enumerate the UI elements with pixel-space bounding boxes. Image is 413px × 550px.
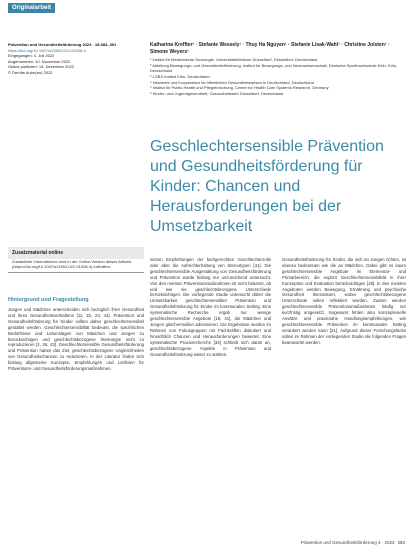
paragraph: Gesundheitsförderung für Kinder, die sich an Jungen richten, ist ebenso bedeutsam wie die an Mädchen. Dabei gibt es kaum geschlechtersensible Angebote im Elementar- und Primarbereich, die explizit Geschlechtersensibilität in ihrer Konzeption und Evaluation berücksichtigen [28]. In den meisten Angeboten werden Bewegung, Ernährung und psychische Gesundheit thematisiert, wobei geschlechtsbezogene Unterschiede selten reflektiert werden. Zudem werden geschlechtersensible Präventionsmaßnahmen häufig nur kurzfristig umgesetzt. Insgesamt fehlen also konzeptionelle Ansätze und praxisnahe Handlungsempfehlungen, wie geschlechtersensible Prävention im kommunalen Setting verankert werden kann [21]. Aufgrund dieser Forschungslücke sollen im Rahmen der vorliegenden Studie die folgenden Fragen beantwortet werden.	[282, 257, 406, 345]
affiliation-1: ¹ Institut für Medizinische Soziologie, Universitätsklinikum Düsseldorf, Düsseldorf, Deutschland	[150, 57, 318, 63]
supplementary-heading: Zusatzmaterial online	[8, 247, 144, 259]
affiliation-3: ³ LGBS Institut Köln, Deutschland	[150, 73, 210, 79]
body-column-1	[8, 307, 144, 522]
copyright-line: © Der/die Autor(en) 2022	[8, 69, 53, 75]
body-column-3	[282, 257, 406, 525]
page-number: 383	[397, 540, 405, 545]
page-footer	[301, 540, 405, 545]
article-type-badge: Originalarbeit	[8, 3, 55, 13]
journal-citation: Prävention und Gesundheitsförderung 2023 · 18:383–391	[8, 42, 117, 47]
affiliation-4: ⁴ Netzwerk und Kooperation im öffentlichen Gesundheitswesen in Deutschland, Deutschland	[150, 79, 314, 85]
affiliation-2: ² Abteilung Bewegungs- und Gesundheitsförderung, Institut für Bewegungs- und Neurowissenschaft, Deutsche Sporthochschule Köln, Köln, Deutschland	[150, 62, 398, 74]
received-date: Eingegangen: 4. Juli 2022	[8, 53, 55, 59]
body-column-2	[150, 257, 271, 525]
accepted-date: Angenommen: 10. November 2022	[8, 58, 71, 64]
affiliation-5: ⁵ Institut für Public Health und Pflegeforschung, Center for Health Care Systems Research, Germany	[150, 85, 329, 91]
paragraph: setzen Empfehlungen der fachgerechten Geschlechterrolle oder aber die Aufrechterhaltung von Stereotypen [31]. Die geschlechtersensible Ausgestaltung von Gesundheitsförderung und Prävention wurde bislang nur unzureichend untersucht. Von den meisten Präventionsmaßnahmen ist nicht bekannt, ob und wie sie geschlechtsbezogene Unterschiede berücksichtigen. Die vorliegende Studie untersucht daher die Umsetzbarkeit geschlechtersensibler Prävention und Gesundheitsförderung für Kinder im kommunalen Setting. Eine systematische Recherche ergab nur wenige geschlechtersensible Angebote [18, 41], die Mädchen und Jungen gleichermaßen adressieren. Die Ergebnisse wurden im Rahmen von Fokusgruppen mit Fachkräften diskutiert und hinsichtlich Chancen und Herausforderungen bewertet. Eine systematische Praxisrecherche [33] schließt sich daran an, geschlechtsbezogene Aspekte in Prävention und Gesundheitsförderung weiter zu stärken.	[150, 257, 271, 357]
affiliation-6: ⁶ Kinder- und Jugendgesundheit, Gesundheitsamt Düsseldorf, Deutschland	[150, 90, 284, 96]
doi-link[interactable]: https://doi.org/10.1007/s11553-022-01006-4	[8, 47, 86, 53]
section-heading: Hintergrund und Fragestellung	[8, 297, 89, 303]
author-names: Katharina Kreffter¹ · Stefanie Wessely¹ · Thuy Ha Nguyen¹ · Stefanie Lisak-Wahl¹ · Christine Joisten¹ · Simone Weyers¹	[150, 42, 390, 55]
footer-journal: Prävention und Gesundheitsförderung 4 · 2023	[300, 540, 395, 545]
paragraph: Jungen und Mädchen unterscheiden sich bezüglich ihrer Gesundheit und ihres Gesundheitsverhaltens [11, 22, 23, 44]. Prävention und Gesundheitsförderung für Kinder sollten daher geschlechtersensibel gestaltet werden. Geschlechtersensibilität bedeutet, die spezifischen Bedürfnisse und Lebenslagen von Mädchen und Jungen zu berücksichtigen und geschlechtsbezogene Stereotype nicht zu reproduzieren [2, 26, 43]. Geschlechtersensible Gesundheitsförderung und Prävention haben das Ziel, geschlechtsbezogene Ungleichheiten von Gesundheitschancen zu reduzieren. In der Literatur finden sich bislang allgemeine Konzepte, Empfehlungen und Leitlinien für Präventions- und Gesundheitsförderungsmaßnahmen.	[8, 307, 144, 372]
supplementary-text: Zusätzliche Informationen sind in der Online-Version dieses Artikels (https://doi.org/10.1007/s11553-022-01006-4) enthalten.	[8, 257, 144, 273]
article-title: Geschlechtersensible Prävention und Gesundheitsförderung für Kinder: Chancen und Herausforderungen bei der Umsetzbarkeit	[150, 138, 384, 235]
article-metadata	[8, 42, 144, 76]
published-date: Online publiziert: 19. Dezember 2022	[8, 64, 75, 70]
author-block	[150, 42, 406, 96]
